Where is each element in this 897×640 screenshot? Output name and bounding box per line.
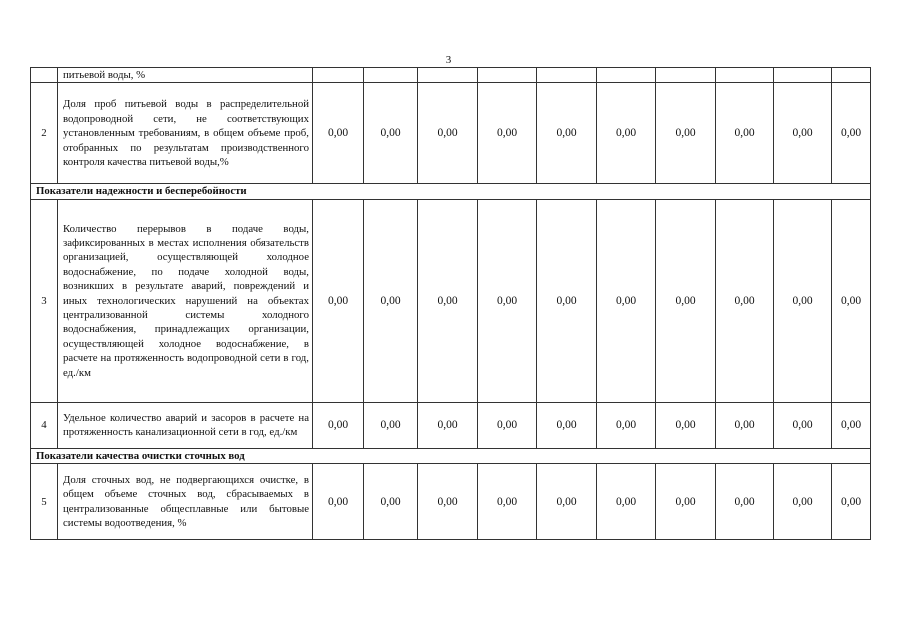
- value-cell: 0,00: [774, 402, 832, 448]
- row-number: 4: [31, 402, 58, 448]
- value-cell: 0,00: [364, 199, 418, 402]
- indicator-description: Удельное количество аварий и засоров в расчете на протяженность канализационной сети в год, ед./км: [58, 402, 313, 448]
- indicator-description: Количество перерывов в подаче воды, зафиксированных в местах исполнения обязательств организацией, осуществляющей холодное водоснабжение, по подаче холодной воды, возникших в результате аварий, повреждений и иных технологических нарушений на объектах централизованной системы холодного водоснабжения, принадлежащих организации, осуществляющей холодное водоснабжение, в расчете на протяженность водопроводной сети в год, ед./км: [58, 199, 313, 402]
- section-title: Показатели надежности и бесперебойности: [31, 184, 871, 199]
- row-number: 5: [31, 464, 58, 540]
- value-cell: 0,00: [478, 464, 537, 540]
- value-cell: 0,00: [478, 402, 537, 448]
- value-cell: 0,00: [716, 464, 774, 540]
- value-cell: [478, 68, 537, 83]
- value-cell: 0,00: [313, 464, 364, 540]
- indicator-description: Доля сточных вод, не подвергающихся очистке, в общем объеме сточных вод, сбрасываемых в централизованные общесплавные или бытовые системы водоотведения, %: [58, 464, 313, 540]
- value-cell: 0,00: [716, 199, 774, 402]
- indicator-description: Доля проб питьевой воды в распределительной водопроводной сети, не соответствующих установленным требованиям, в общем объеме проб, отобранных по результатам производственного контроля качества питьевой воды,%: [58, 83, 313, 184]
- value-cell: 0,00: [774, 464, 832, 540]
- value-cell: 0,00: [774, 199, 832, 402]
- value-cell: 0,00: [832, 464, 871, 540]
- indicator-description: питьевой воды, %: [58, 68, 313, 83]
- page-number: 3: [445, 54, 452, 66]
- value-cell: 0,00: [364, 402, 418, 448]
- value-cell: [313, 68, 364, 83]
- value-cell: 0,00: [418, 402, 478, 448]
- value-cell: [656, 68, 716, 83]
- value-cell: 0,00: [478, 199, 537, 402]
- value-cell: 0,00: [832, 83, 871, 184]
- value-cell: 0,00: [537, 464, 597, 540]
- table-row: [31, 464, 871, 540]
- value-cell: 0,00: [656, 83, 716, 184]
- table-row: [31, 83, 871, 184]
- value-cell: 0,00: [364, 83, 418, 184]
- value-cell: [597, 68, 656, 83]
- value-cell: [537, 68, 597, 83]
- value-cell: 0,00: [774, 83, 832, 184]
- value-cell: 0,00: [656, 402, 716, 448]
- value-cell: 0,00: [478, 83, 537, 184]
- section-title: Показатели качества очистки сточных вод: [31, 448, 871, 463]
- value-cell: 0,00: [418, 83, 478, 184]
- table-body: [31, 68, 871, 540]
- value-cell: 0,00: [313, 199, 364, 402]
- value-cell: 0,00: [656, 464, 716, 540]
- value-cell: 0,00: [418, 199, 478, 402]
- value-cell: [832, 68, 871, 83]
- value-cell: [716, 68, 774, 83]
- row-number: 3: [31, 199, 58, 402]
- value-cell: 0,00: [537, 402, 597, 448]
- value-cell: [774, 68, 832, 83]
- section-header-row: [31, 184, 871, 199]
- value-cell: 0,00: [537, 83, 597, 184]
- value-cell: 0,00: [364, 464, 418, 540]
- row-number: 2: [31, 83, 58, 184]
- value-cell: 0,00: [656, 199, 716, 402]
- value-cell: 0,00: [716, 83, 774, 184]
- value-cell: 0,00: [597, 199, 656, 402]
- value-cell: 0,00: [418, 464, 478, 540]
- row-number: [31, 68, 58, 83]
- value-cell: 0,00: [597, 402, 656, 448]
- value-cell: 0,00: [597, 83, 656, 184]
- table-row: [31, 199, 871, 402]
- value-cell: 0,00: [313, 402, 364, 448]
- value-cell: [418, 68, 478, 83]
- table-row: [31, 402, 871, 448]
- table-row: [31, 68, 871, 83]
- value-cell: 0,00: [537, 199, 597, 402]
- value-cell: 0,00: [597, 464, 656, 540]
- value-cell: 0,00: [716, 402, 774, 448]
- value-cell: 0,00: [832, 199, 871, 402]
- value-cell: 0,00: [313, 83, 364, 184]
- value-cell: 0,00: [832, 402, 871, 448]
- value-cell: [364, 68, 418, 83]
- section-header-row: [31, 448, 871, 463]
- indicators-table: [30, 67, 871, 540]
